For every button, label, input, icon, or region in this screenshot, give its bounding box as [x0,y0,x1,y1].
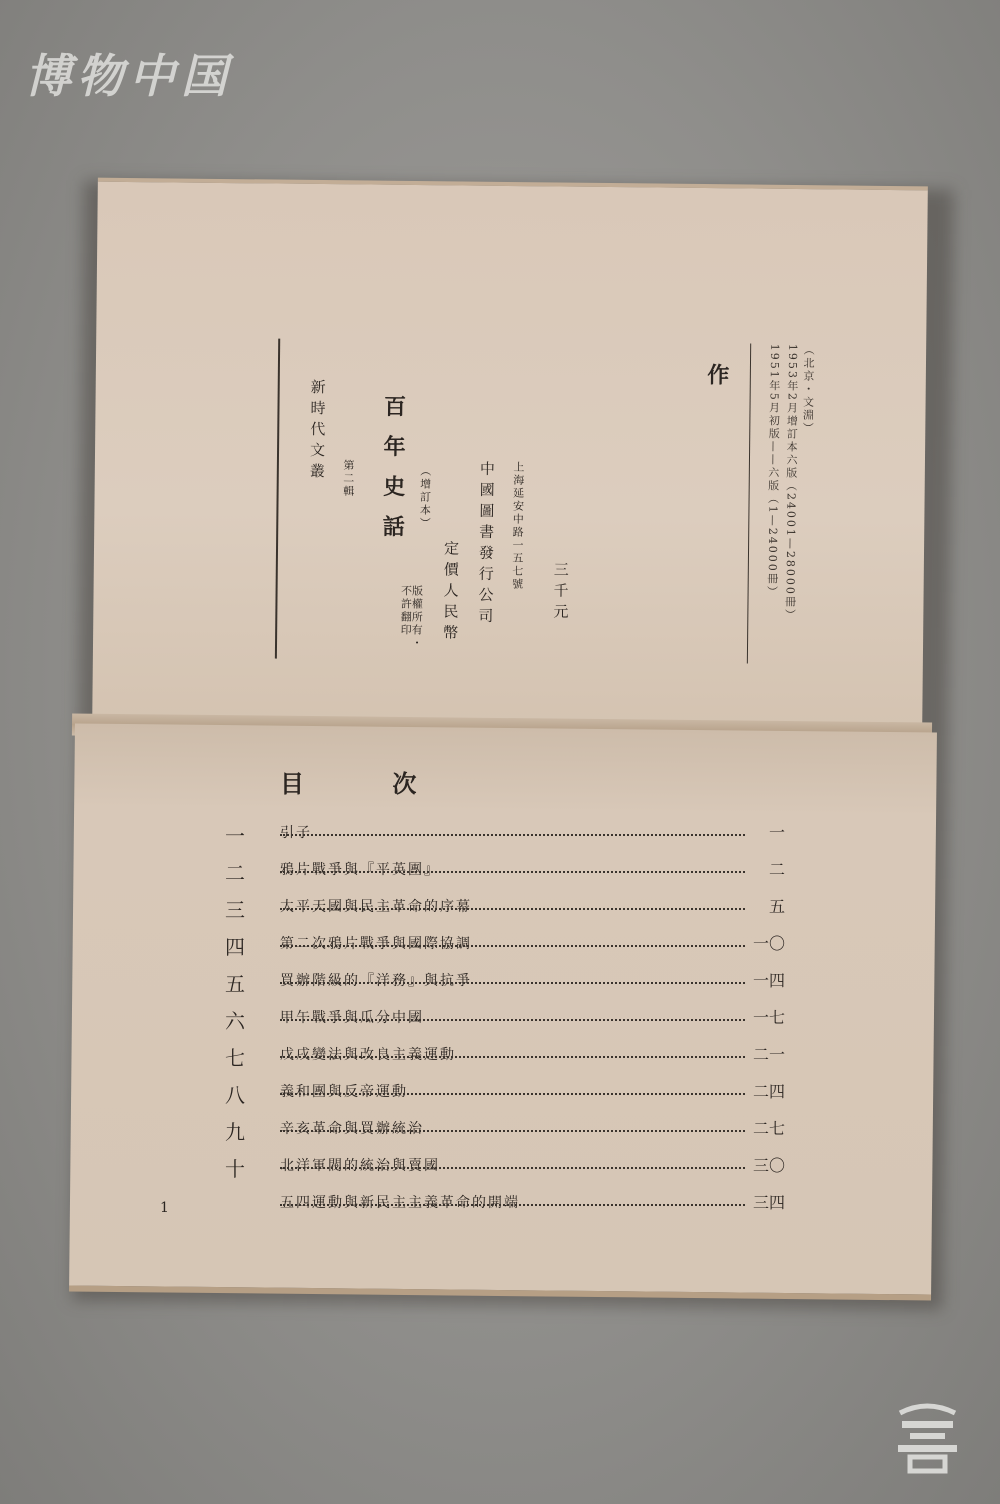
watermark-logo: 博物中国 [25,49,233,103]
toc-number: 八 [225,1083,245,1107]
leader-dots [280,908,745,910]
leader-dots [280,871,745,873]
toc-row [225,931,785,961]
toc-row [225,968,785,998]
toc-title: 辛亥革命與買辦統治 [280,1121,424,1137]
toc-title: 第二次鴉片戰爭與國際協調 [280,936,472,952]
toc-title: 五四運動與新民主主義革命的開端 [280,1195,520,1211]
toc-page: 一 [768,823,785,842]
toc-number: 三 [225,898,245,922]
toc-page: 二四 [752,1082,785,1101]
toc-title: 義和團與反帝運動 [280,1084,408,1100]
toc-page: 三四 [752,1193,785,1212]
toc-row [225,894,785,924]
rights-notice: 版權所有・不許翻印 [399,584,424,651]
toc-number: 九 [225,1120,245,1144]
toc-number: 十 [225,1157,245,1181]
toc-title: 甲午戰爭與瓜分中國 [280,1010,424,1026]
toc-page: 一〇 [752,934,785,953]
toc-number: 四 [225,935,245,959]
printing-note-1: 1951年5月初版——六版（1—24000冊） [765,343,782,599]
toc-row [225,820,785,850]
toc-row [225,1005,785,1035]
printing-note-3: （北京・文淵） [801,344,816,436]
colophon-frame [275,339,816,664]
leader-dots [280,1167,745,1169]
toc-row [225,857,785,887]
toc-page: 二 [768,860,785,879]
toc-title: 太平天國與民主革命的序幕 [280,899,472,915]
toc-page: 二七 [752,1119,785,1138]
toc-title: 戊戌變法與改良主義運動 [280,1047,456,1063]
toc-row [225,1190,785,1220]
toc-title: 買辦階級的『洋務』與抗爭 [280,973,472,989]
toc-page: 五 [768,897,785,916]
book-title: 百年史話 [378,394,407,555]
toc-number: 五 [225,972,245,996]
toc-page: 一四 [752,971,785,990]
contents-heading: 目 次 [280,769,457,798]
toc-number: 一 [225,824,245,848]
toc-row [225,1116,785,1146]
toc-number: 七 [225,1046,245,1070]
printing-note-2: 1953年2月增訂本六版（24001—28000冊） [783,343,800,622]
price-label: 定價人民幣 [441,540,461,646]
toc-page: 一七 [752,1008,785,1027]
toc-row [225,1079,785,1109]
leader-dots [280,1019,745,1021]
leader-dots [280,982,745,984]
leader-dots [280,1093,745,1095]
seal-logo-icon [880,1395,975,1475]
seal-logo [880,1395,975,1475]
price-value: 三千元 [551,561,570,625]
leader-dots [280,1056,745,1058]
leader-dots [280,945,745,947]
toc-number: 六 [225,1009,245,1033]
leader-dots [280,1204,745,1206]
edition-note: （增訂本） [418,465,432,531]
toc-row [225,1153,785,1183]
toc-number: 二 [225,861,245,885]
toc-page: 三〇 [752,1156,785,1175]
page-number: 1 [160,1200,169,1216]
series-number: 第二輯 [341,459,355,499]
author-label: 作 [703,363,730,404]
toc-title: 引子 [280,825,312,841]
toc-title: 鴉片戰爭與『平英團』 [280,862,440,878]
publisher-name: 中國圖書發行公司 [476,460,496,629]
leader-dots [280,834,745,836]
toc-row [225,1042,785,1072]
publisher-address: 上海延安中路一五七號 [510,461,525,592]
toc-title: 北洋軍閥的統治與賣國 [280,1158,440,1174]
colophon-page [92,178,928,736]
leader-dots [280,1130,745,1132]
toc-page: 二一 [752,1045,785,1064]
series-name: 新時代文叢 [307,378,327,485]
